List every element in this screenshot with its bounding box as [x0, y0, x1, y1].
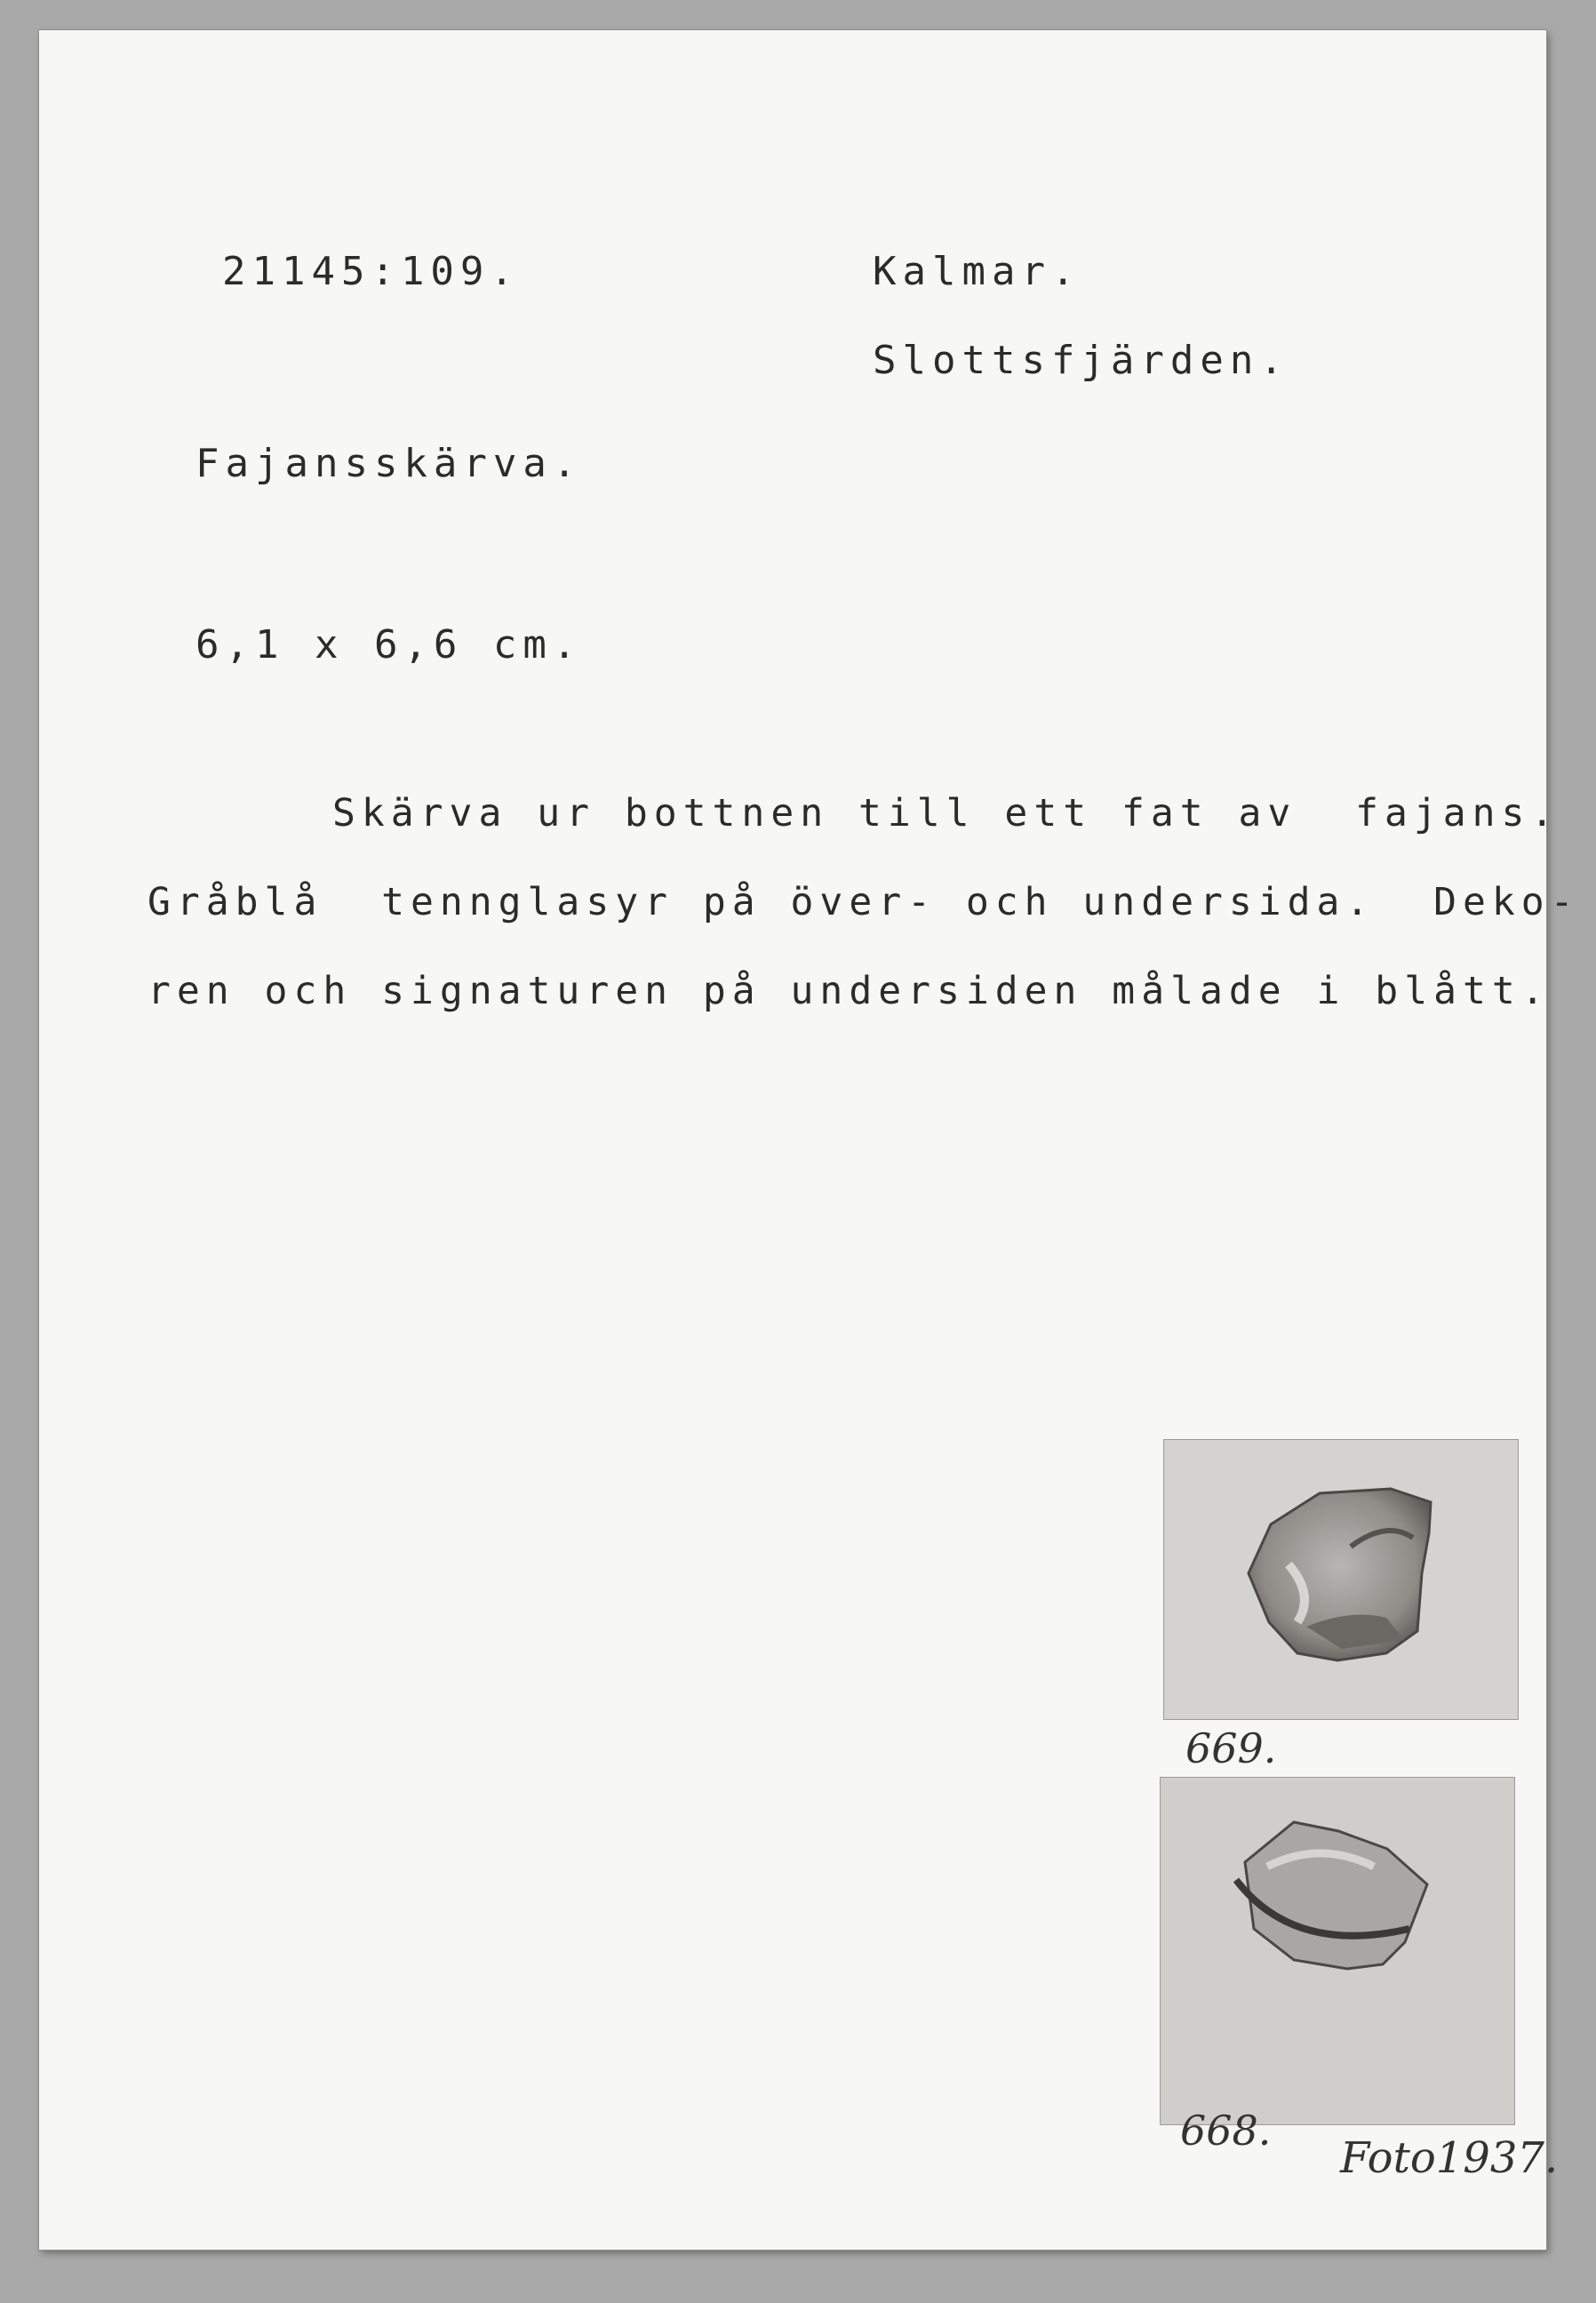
photo-sherd-top [1164, 1440, 1518, 1719]
description-line-2: Gråblå tennglasyr på över- och undersida. Deko- [148, 880, 1580, 924]
photo-label-top: 669. [1185, 1724, 1277, 1772]
description-line-3: ren och signaturen på undersiden målade i blått. [148, 969, 1551, 1013]
sherd-image-top [1164, 1440, 1518, 1719]
object-name: Fajansskärva. [196, 441, 583, 486]
photo-credit: Foto1937. [1340, 2133, 1559, 2183]
sherd-image-bottom [1161, 1778, 1514, 2124]
site-name: Slottsfjärden. [873, 338, 1289, 383]
description-line-1: Skärva ur bottnen till ett fat av fajans. [332, 791, 1560, 836]
photo-sherd-bottom [1161, 1778, 1514, 2124]
dimensions: 6,1 x 6,6 cm. [196, 622, 583, 668]
catalog-card [39, 30, 1580, 2250]
place-name: Kalmar. [873, 249, 1081, 294]
catalog-number: 21145:109. [222, 249, 520, 294]
photo-label-bottom: 668. [1180, 2107, 1272, 2155]
